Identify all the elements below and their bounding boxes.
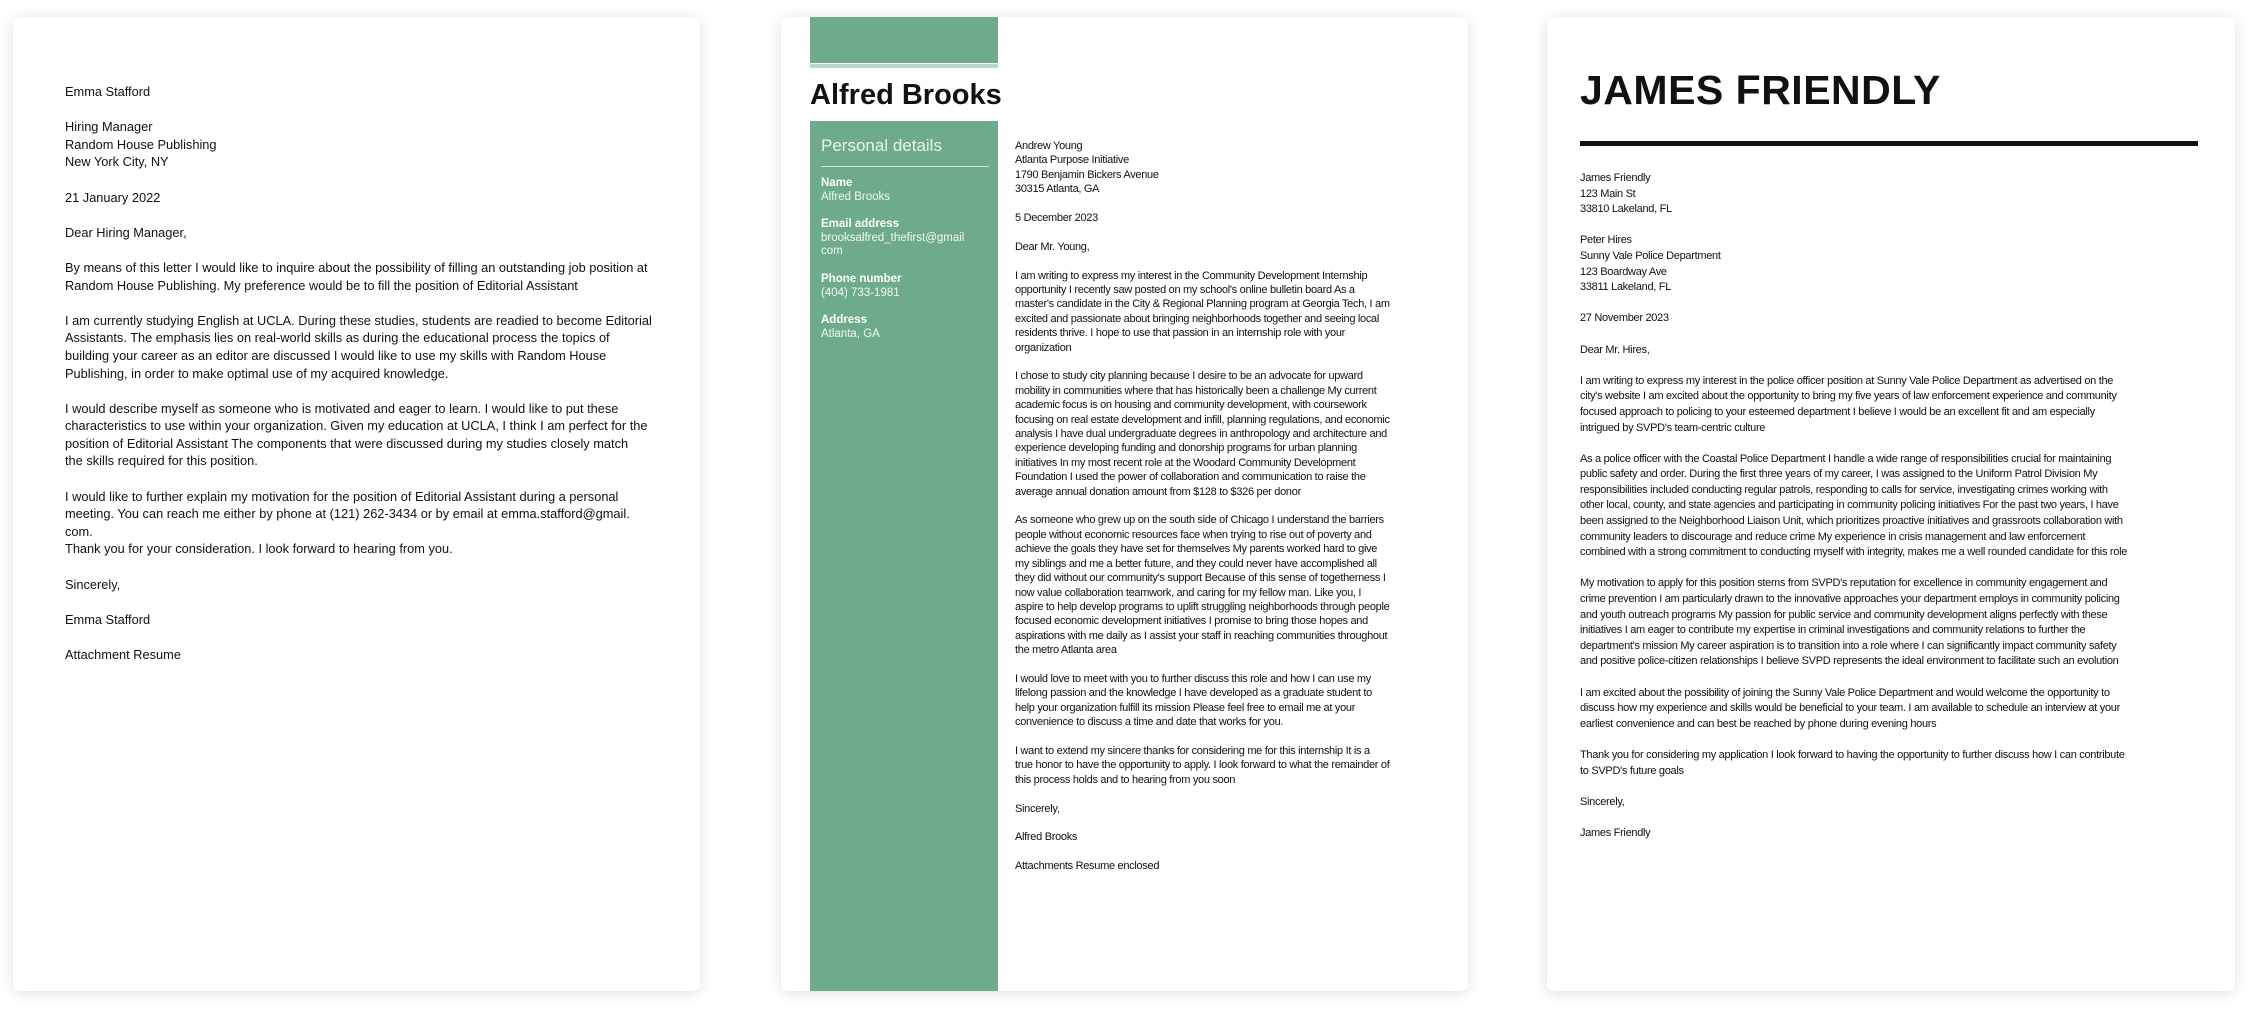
- text-line: I would love to meet with you to further discuss this role and how I can use my: [1015, 672, 1371, 685]
- paragraph: [65, 312, 665, 382]
- applicant-name: JAMES FRIENDLY: [1580, 67, 1941, 113]
- text-line: combined with a strong commitment to conducting myself with integrity, makes me a well rounded candidate for this role: [1580, 546, 2128, 559]
- text-line: lifelong passion and the knowledge I have developed as a graduate student to: [1015, 687, 1372, 700]
- recipient-line: 30315 Atlanta, GA: [1015, 183, 1100, 196]
- phone-label: Phone number: [821, 273, 902, 285]
- text-line: community leaders to discourage and reduce crime My experience in crisis management and law enforcement: [1580, 530, 2086, 543]
- paragraph: [65, 259, 665, 294]
- text-line: Thank you for your consideration. I look forward to hearing from you.: [65, 541, 453, 557]
- signature: James Friendly: [1580, 826, 1651, 839]
- text-line: initiatives In my most recent role at the Woodard Community Development: [1015, 456, 1356, 469]
- letter-date: 27 November 2023: [1580, 312, 1669, 325]
- text-line: Publishing, in order to make optimal use of my acquired knowledge.: [65, 365, 449, 381]
- text-line: intrigued by SVPD's team-centric culture: [1580, 421, 1766, 434]
- text-line: By means of this letter I would like to inquire about the possibility of filling an outstanding job position at: [65, 259, 648, 275]
- text-line: opportunity I recently saw posted on my school's online bulletin board As a: [1015, 284, 1355, 297]
- cover-letter-page-2: [781, 17, 1468, 991]
- text-line: the metro Atlanta area: [1015, 644, 1117, 657]
- text-line: building your career as an editor are discussed I would like to use my skills with Random House: [65, 347, 607, 363]
- name-detail: [821, 177, 993, 204]
- text-line: Assistants. The emphasis lies on real-world skills as during the educational process the topics of: [65, 330, 610, 346]
- text-line: my siblings and me a better future, and they could never have accomplished all: [1015, 557, 1377, 570]
- text-line: and positive police-citizen relationships I believe SVPD represents the ideal environment to facilitate such an evolution: [1580, 655, 2119, 668]
- closing: Sincerely,: [1015, 802, 1060, 815]
- attachment-note: Attachment Resume: [65, 647, 181, 662]
- text-line: Thank you for considering my application I look forward to having the opportunity to further discuss how I can contribute: [1580, 748, 2125, 761]
- header-color-block: [810, 17, 998, 63]
- letter-body: [1580, 171, 2210, 857]
- recipient-block: [65, 118, 665, 171]
- text-line: My motivation to apply for this position stems from SVPD's reputation for excellence in community engagement and: [1580, 577, 2108, 590]
- salutation: Dear Mr. Young,: [1015, 240, 1090, 253]
- recipient-line: New York City, NY: [65, 154, 169, 170]
- text-line: and youth outreach programs My passion for public service and community development aligns perfectly with these: [1580, 608, 2108, 621]
- letter-body: [65, 83, 665, 681]
- personal-details-sidebar: [810, 121, 998, 991]
- recipient-line: Sunny Vale Police Department: [1580, 249, 1721, 262]
- text-line: I would describe myself as someone who is motivated and eager to learn. I would like to put these: [65, 400, 619, 416]
- text-line: help your organization fulfill its mission Please feel free to email me at your: [1015, 701, 1356, 714]
- text-line: public safety and order. During the first three years of my career, I was assigned to the Uniform Patrol Division My: [1580, 468, 2098, 481]
- text-line: analysis I have dual undergraduate degrees in anthropology and architecture and: [1015, 428, 1387, 441]
- paragraph: [65, 488, 665, 558]
- recipient-line: Hiring Manager: [65, 119, 153, 135]
- text-line: focused economic development initiatives I promise to bring those hopes and: [1015, 615, 1368, 628]
- sender-name: Emma Stafford: [65, 84, 151, 99]
- paragraph: [1580, 452, 2210, 561]
- address-label: Address: [821, 314, 868, 326]
- signature: Alfred Brooks: [1015, 831, 1078, 844]
- phone-value: (404) 733-1981: [821, 286, 900, 299]
- recipient-block: [1015, 139, 1445, 197]
- text-line: Random House Publishing. My preference would be to fill the position of Editorial Assistant: [65, 277, 578, 293]
- text-line: the skills required for this position.: [65, 453, 258, 469]
- recipient-line: 123 Boardway Ave: [1580, 265, 1667, 278]
- paragraph: [1015, 744, 1445, 787]
- phone-detail: [821, 273, 993, 300]
- text-line: average annual donation amount from $128 to $326 per donor: [1015, 485, 1301, 498]
- text-line: they did without our community's support Because of this sense of togetherness I: [1015, 572, 1386, 585]
- recipient-line: 33811 Lakeland, FL: [1580, 281, 1672, 294]
- text-line: responsibilities included conducting regular patrols, responding to calls for service, investigating crimes working with: [1580, 483, 2108, 496]
- text-line: this process holds and to hearing from you soon: [1015, 773, 1236, 786]
- text-line: discuss how my experience and skills would be beneficial to your team. I am available to schedule an interview at your: [1580, 702, 2120, 715]
- paragraph: [1580, 576, 2210, 670]
- name-label: Name: [821, 177, 853, 189]
- attachment-note: Attachments Resume enclosed: [1015, 860, 1160, 873]
- text-line: experience developing funding and donorship programs for urban planning: [1015, 442, 1357, 455]
- text-line: residents thrive. I hope to use that passion in an internship role with your: [1015, 327, 1346, 340]
- paragraph: [1015, 513, 1445, 657]
- signature: Emma Stafford: [65, 611, 151, 627]
- recipient-line: Atlanta Purpose Initiative: [1015, 154, 1129, 167]
- paragraph: [1580, 686, 2210, 733]
- text-line: focused approach to policing to your esteemed department I believe I would be an excellent fit and am especially: [1580, 405, 2095, 418]
- salutation: Dear Hiring Manager,: [65, 224, 187, 240]
- text-line: I am writing to express my interest in the police officer position at Sunny Vale Police Department as advertised on the: [1580, 374, 2114, 387]
- text-line: department's mission My career aspiration is to transition into a role where I can significantly impact community safety: [1580, 639, 2117, 652]
- text-line: As a police officer with the Coastal Police Department I handle a wide range of responsibilities crucial for maintaining: [1580, 452, 2112, 465]
- text-line: com.: [65, 523, 93, 539]
- letter-date: 5 December 2023: [1015, 212, 1098, 225]
- recipient-line: Random House Publishing: [65, 136, 217, 152]
- closing: Sincerely,: [1580, 795, 1625, 808]
- text-line: I am currently studying English at UCLA. During these studies, students are readied to become Editorial: [65, 312, 652, 328]
- address-value: Atlanta, GA: [821, 327, 880, 340]
- sidebar-divider: [821, 166, 989, 167]
- text-line: Foundation I used the power of collaboration and communication to raise the: [1015, 471, 1366, 484]
- text-line: to SVPD's future goals: [1580, 764, 1684, 777]
- text-line: focusing on real estate development and infill, planning regulations, and economic: [1015, 413, 1390, 426]
- recipient-block: [1580, 233, 2210, 295]
- header-stripe: [810, 64, 998, 68]
- paragraph: [65, 400, 665, 470]
- text-line: characteristics to use within your organization. Given my education at UCLA, I think I am perfect for the: [65, 418, 648, 434]
- recipient-line: Andrew Young: [1015, 140, 1083, 152]
- applicant-name: Alfred Brooks: [810, 79, 1002, 111]
- text-line: true honor to have the opportunity to apply. I look forward to what the remainder of: [1015, 759, 1390, 772]
- sender-line: James Friendly: [1580, 172, 1651, 184]
- text-line: crime prevention I am particularly drawn to the innovative approaches your department employs in community policing: [1580, 593, 2120, 606]
- sender-block: [1580, 171, 2210, 218]
- text-line: other local, county, and state agencies and participating in community policing initiatives For the past two years, I have: [1580, 499, 2119, 512]
- sidebar-heading: Personal details: [821, 136, 942, 155]
- sender-line: 123 Main St: [1580, 187, 1636, 200]
- letter-body: [1015, 139, 1445, 888]
- cover-letter-page-1: [13, 17, 700, 991]
- email-value-line: com: [821, 245, 843, 257]
- email-label: Email address: [821, 218, 899, 230]
- text-line: earliest convenience and can best be reached by phone during evening hours: [1580, 717, 1937, 730]
- salutation: Dear Mr. Hires,: [1580, 343, 1650, 356]
- recipient-line: 1790 Benjamin Bickers Avenue: [1015, 168, 1159, 181]
- text-line: meeting. You can reach me either by phone at (121) 262-3434 or by email at emma.stafford@gmail.: [65, 506, 630, 522]
- text-line: As someone who grew up on the south side of Chicago I understand the barriers: [1015, 514, 1384, 527]
- text-line: people without economic resources face when trying to rise out of poverty and: [1015, 528, 1372, 541]
- text-line: I am writing to express my interest in the Community Development Internship: [1015, 269, 1368, 282]
- text-line: convenience to discuss a time and date that works for you.: [1015, 716, 1284, 729]
- email-detail: [821, 218, 993, 259]
- text-line: aspirations with me daily as I assist your staff in reaching communities throughout: [1015, 629, 1388, 642]
- recipient-line: Peter Hires: [1580, 234, 1632, 247]
- text-line: I want to extend my sincere thanks for considering me for this internship It is a: [1015, 744, 1370, 757]
- paragraph: [1580, 748, 2210, 779]
- text-line: master's candidate in the City & Regional Planning program at Georgia Tech, I am: [1015, 298, 1390, 311]
- address-detail: [821, 314, 993, 341]
- name-value: Alfred Brooks: [821, 190, 891, 203]
- text-line: mobility in communities where that has historically been a challenge My current: [1015, 384, 1377, 397]
- paragraph: [1015, 269, 1445, 355]
- closing: Sincerely,: [65, 576, 121, 592]
- letter-date: 21 January 2022: [65, 189, 161, 205]
- paragraph: [1015, 369, 1445, 499]
- text-line: position of Editorial Assistant The components that were discussed during my studies closely match: [65, 435, 629, 451]
- text-line: initiatives I am eager to contribute my expertise in criminal investigations and community relations to further the: [1580, 624, 2086, 637]
- text-line: I am excited about the possibility of joining the Sunny Vale Police Department and would welcome the opportunity to: [1580, 686, 2110, 699]
- text-line: now value collaboration teamwork, and caring for my fellow man. Like you, I: [1015, 586, 1362, 599]
- sender-line: 33810 Lakeland, FL: [1580, 203, 1672, 216]
- text-line: academic focus is on housing and community development, with coursework: [1015, 399, 1367, 412]
- text-line: excited and passionate about bringing neighborhoods together and seeing local: [1015, 312, 1380, 325]
- email-value-line: brooksalfred_thefirst@gmail: [821, 231, 965, 244]
- text-line: city's website I am excited about the opportunity to bring my five years of law enforcement experience and community: [1580, 390, 2117, 403]
- cover-letter-page-3: [1547, 17, 2235, 991]
- text-line: organization: [1015, 341, 1072, 354]
- paragraph: [1015, 672, 1445, 730]
- text-line: been assigned to the Neighborhood Liaison Unit, which prioritizes proactive initiatives and grassroots collaboration with: [1580, 515, 2123, 528]
- text-line: achieve the goals they have set for themselves My parents worked hard to give: [1015, 543, 1378, 556]
- text-line: I chose to study city planning because I desire to be an advocate for upward: [1015, 370, 1363, 383]
- text-line: aspire to help develop programs to uplift struggling neighborhoods through people: [1015, 600, 1390, 613]
- text-line: I would like to further explain my motivation for the position of Editorial Assistant during a personal: [65, 488, 619, 504]
- header-rule: [1580, 141, 2198, 146]
- paragraph: [1580, 374, 2210, 436]
